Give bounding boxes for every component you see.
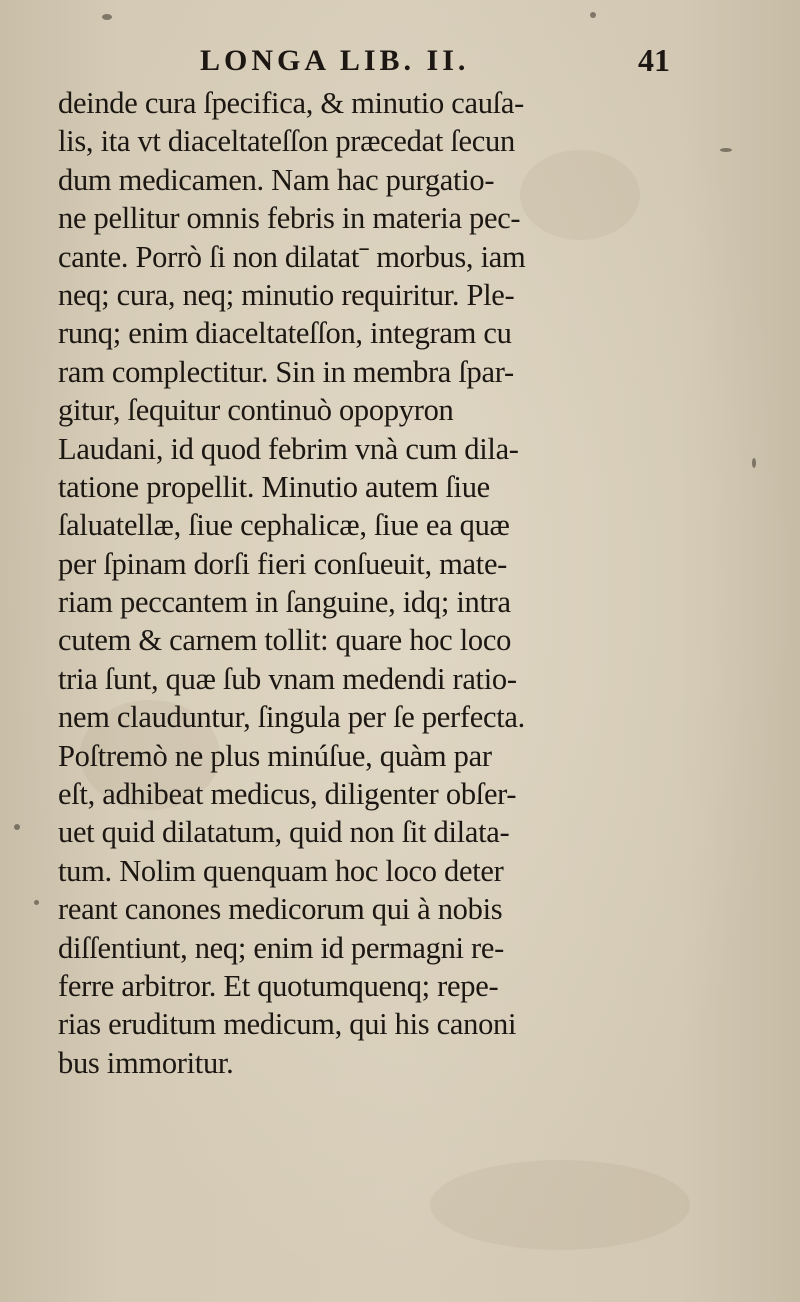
ink-speck [720, 148, 732, 152]
text-line: dum medicamen. Nam hac purgatio- [58, 162, 495, 197]
text-line: eſt, adhibeat medicus, diligenter obſer- [58, 777, 517, 812]
text-line: lis, ita vt diaceltateſſon præcedat ſecun [58, 124, 515, 159]
text-line: ne pellitur omnis febris in materia pec- [58, 201, 521, 236]
text-line: bus immoritur. [58, 1045, 234, 1080]
text-line: cutem & carnem tollit: quare hoc loco [58, 623, 512, 658]
text-line: tatione propellit. Minutio autem ſiue [58, 469, 490, 504]
paper-stain [430, 1160, 690, 1250]
page-number: 41 [638, 42, 670, 78]
text-line: diſſentiunt, neq; enim id permagni re- [58, 930, 504, 965]
text-line: riam peccantem in ſanguine, idq; intra [58, 585, 511, 620]
text-line: ferre arbitror. Et quotumquenq; repe- [58, 968, 499, 1003]
text-line: deinde cura ſpecifica, & minutio cauſa- [58, 86, 524, 120]
text-line: tria ſunt, quæ ſub vnam medendi ratio- [58, 661, 517, 696]
text-line: gitur, ſequitur continuò opopyron [58, 393, 454, 428]
ink-speck [590, 12, 596, 18]
ink-speck [752, 458, 756, 468]
text-line: runq; enim diaceltateſſon, integram cu [58, 316, 512, 351]
text-line: uet quid dilatatum, quid non ſit dilata- [58, 815, 510, 850]
text-line: ram complectitur. Sin in membra ſpar- [58, 354, 514, 389]
text-line: ſaluatellæ, ſiue cephalicæ, ſiue ea quæ [58, 508, 510, 543]
ink-speck [102, 14, 112, 20]
text-line: nem clauduntur, ſingula per ſe perfecta. [58, 700, 525, 735]
ink-speck [34, 900, 39, 905]
body-text [58, 84, 668, 1082]
ink-speck [14, 824, 20, 830]
text-line: neq; cura, neq; minutio requiritur. Ple- [58, 277, 515, 312]
text-line: reant canones medicorum qui à nobis [58, 892, 503, 927]
text-line: rias eruditum medicum, qui his canoni [58, 1007, 517, 1042]
running-title: LONGA LIB. II. [200, 44, 470, 77]
text-line: per ſpinam dorſi fieri conſueuit, mate- [58, 546, 508, 581]
running-header [200, 44, 670, 86]
text-line: Poſtremò ne plus minúſue, quàm par [58, 738, 492, 773]
text-line: tum. Nolim quenquam hoc loco deter [58, 853, 504, 888]
text-line: Laudani, id quod febrim vnà cum dila- [58, 431, 519, 466]
text-line: cante. Porrò ſi non dilatatˉ morbus, iam [58, 239, 526, 274]
